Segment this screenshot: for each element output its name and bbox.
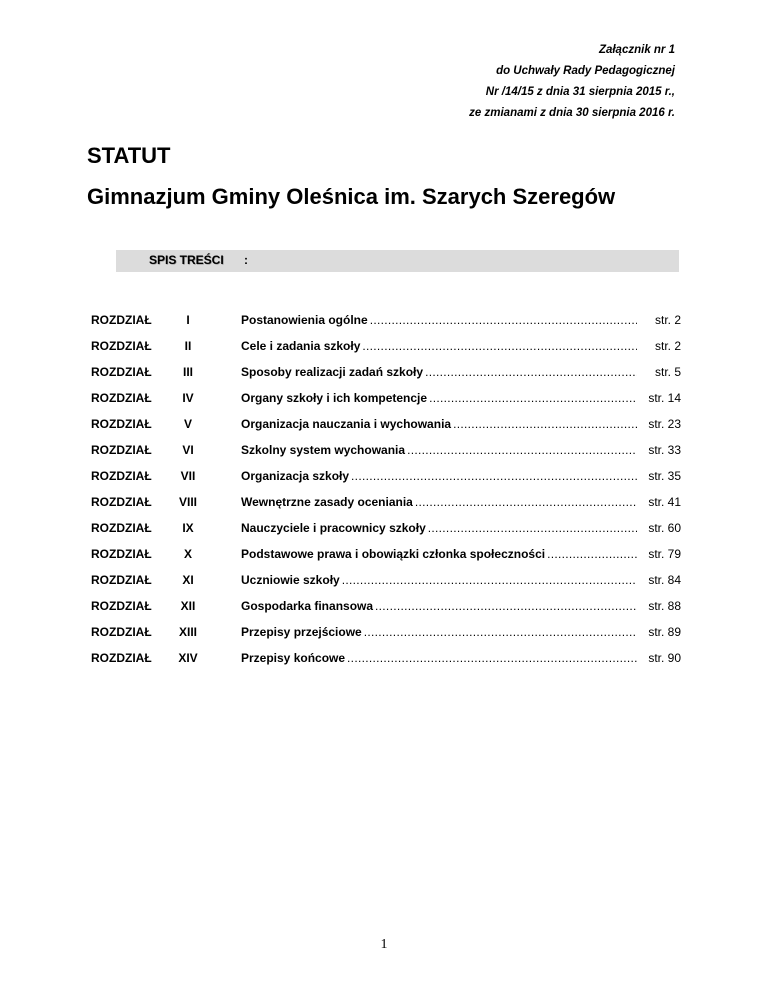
dot-leader xyxy=(428,521,637,535)
toc-row xyxy=(91,599,681,625)
chapter-entry xyxy=(241,599,681,613)
chapter-label-group xyxy=(91,417,241,431)
chapter-label-group xyxy=(91,391,241,405)
document-title: STATUT xyxy=(87,143,171,168)
chapter-title: Organizacja szkoły xyxy=(241,469,350,483)
chapter-page: str. 23 xyxy=(648,417,681,431)
chapter-number: III xyxy=(182,365,193,379)
dot-leader xyxy=(351,469,637,483)
chapter-number: IV xyxy=(182,391,194,405)
chapter-entry xyxy=(241,417,681,431)
table-of-contents xyxy=(91,313,681,677)
chapter-label: ROZDZIAŁ xyxy=(91,573,152,587)
chapter-label-group xyxy=(91,651,241,665)
dot-leader xyxy=(342,573,637,587)
chapter-title: Przepisy przejściowe xyxy=(241,625,362,639)
chapter-entry xyxy=(241,365,681,379)
chapter-entry xyxy=(241,547,681,561)
toc-row xyxy=(91,469,681,495)
toc-heading-colon: : xyxy=(244,253,248,267)
chapter-label: ROZDZIAŁ xyxy=(91,495,152,509)
chapter-page: str. 79 xyxy=(648,547,681,561)
chapter-number: XI xyxy=(182,573,194,587)
toc-row xyxy=(91,521,681,547)
chapter-title: Nauczyciele i pracownicy szkoły xyxy=(241,521,426,535)
dot-leader xyxy=(425,365,637,379)
attachment-note-line-4: ze zmianami z dnia 30 sierpnia 2016 r. xyxy=(469,107,675,119)
chapter-number: IX xyxy=(182,521,194,535)
chapter-label-group xyxy=(91,573,241,587)
document-subtitle: Gimnazjum Gminy Oleśnica im. Szarych Szeregów xyxy=(87,184,616,209)
chapter-title: Organy szkoły i ich kompetencje xyxy=(241,391,428,405)
chapter-label-group xyxy=(91,495,241,509)
chapter-label: ROZDZIAŁ xyxy=(91,443,152,457)
chapter-label: ROZDZIAŁ xyxy=(91,599,152,613)
chapter-label: ROZDZIAŁ xyxy=(91,339,152,353)
toc-row xyxy=(91,547,681,573)
chapter-page: str. 88 xyxy=(648,599,681,613)
chapter-page: str. 35 xyxy=(648,469,681,483)
chapter-label-group xyxy=(91,599,241,613)
toc-row xyxy=(91,313,681,339)
toc-heading: SPIS TREŚCI xyxy=(149,253,224,267)
chapter-page: str. 41 xyxy=(648,495,681,509)
chapter-label-group xyxy=(91,469,241,483)
dot-leader xyxy=(347,651,637,665)
chapter-entry xyxy=(241,651,681,665)
chapter-number: VIII xyxy=(178,495,197,509)
dot-leader xyxy=(429,391,637,405)
chapter-entry xyxy=(241,625,681,639)
chapter-entry xyxy=(241,391,681,405)
chapter-label: ROZDZIAŁ xyxy=(91,365,152,379)
dot-leader xyxy=(375,599,637,613)
toc-row xyxy=(91,417,681,443)
chapter-title: Podstawowe prawa i obowiązki członka społeczności xyxy=(241,547,546,561)
chapter-title: Wewnętrzne zasady oceniania xyxy=(241,495,413,509)
chapter-label: ROZDZIAŁ xyxy=(91,391,152,405)
chapter-label: ROZDZIAŁ xyxy=(91,313,152,327)
chapter-title: Cele i zadania szkoły xyxy=(241,339,361,353)
chapter-label-group xyxy=(91,365,241,379)
toc-row xyxy=(91,651,681,677)
toc-row xyxy=(91,391,681,417)
chapter-label-group xyxy=(91,625,241,639)
chapter-page: str. 2 xyxy=(654,339,681,353)
chapter-entry xyxy=(241,469,681,483)
dot-leader xyxy=(407,443,637,457)
chapter-title: Przepisy końcowe xyxy=(241,651,346,665)
chapter-page: str. 14 xyxy=(648,391,681,405)
chapter-label-group xyxy=(91,443,241,457)
toc-row xyxy=(91,625,681,651)
chapter-number: VI xyxy=(182,443,194,457)
chapter-title: Uczniowie szkoły xyxy=(241,573,340,587)
dot-leader xyxy=(547,547,637,561)
chapter-entry xyxy=(241,313,681,327)
chapter-number: X xyxy=(183,547,192,561)
chapter-label-group xyxy=(91,313,241,327)
chapter-label: ROZDZIAŁ xyxy=(91,547,152,561)
chapter-label-group xyxy=(91,521,241,535)
chapter-entry xyxy=(241,521,681,535)
chapter-label: ROZDZIAŁ xyxy=(91,651,152,665)
chapter-page: str. 90 xyxy=(648,651,681,665)
attachment-note-line-3: Nr /14/15 z dnia 31 sierpnia 2015 r., xyxy=(485,86,675,98)
chapter-label: ROZDZIAŁ xyxy=(91,521,152,535)
attachment-note-line-1: Załącznik nr 1 xyxy=(598,44,675,56)
chapter-title: Szkolny system wychowania xyxy=(241,443,406,457)
chapter-label-group xyxy=(91,339,241,353)
chapter-page: str. 5 xyxy=(654,365,681,379)
chapter-title: Gospodarka finansowa xyxy=(241,599,374,613)
toc-row xyxy=(91,495,681,521)
attachment-note-line-2: do Uchwały Rady Pedagogicznej xyxy=(496,65,675,77)
chapter-entry xyxy=(241,495,681,509)
chapter-number: V xyxy=(183,417,192,431)
dot-leader xyxy=(362,339,637,353)
chapter-number: II xyxy=(184,339,192,353)
chapter-page: str. 84 xyxy=(648,573,681,587)
page-number: 1 xyxy=(380,937,388,952)
chapter-title: Sposoby realizacji zadań szkoły xyxy=(241,365,424,379)
toc-row xyxy=(91,365,681,391)
toc-row xyxy=(91,339,681,365)
dot-leader xyxy=(364,625,637,639)
dot-leader xyxy=(415,495,637,509)
toc-row xyxy=(91,573,681,599)
chapter-entry xyxy=(241,443,681,457)
chapter-title: Organizacja nauczania i wychowania xyxy=(241,417,452,431)
chapter-entry xyxy=(241,339,681,353)
chapter-number: XIII xyxy=(178,625,197,639)
chapter-number: VII xyxy=(180,469,196,483)
chapter-label-group xyxy=(91,547,241,561)
dot-leader xyxy=(370,313,637,327)
chapter-number: I xyxy=(186,313,190,327)
chapter-label: ROZDZIAŁ xyxy=(91,417,152,431)
attachment-note xyxy=(469,40,675,124)
chapter-page: str. 33 xyxy=(648,443,681,457)
dot-leader xyxy=(453,417,637,431)
chapter-entry xyxy=(241,573,681,587)
chapter-page: str. 89 xyxy=(648,625,681,639)
chapter-label: ROZDZIAŁ xyxy=(91,625,152,639)
toc-row xyxy=(91,443,681,469)
toc-heading-bar xyxy=(116,250,679,272)
chapter-number: XIV xyxy=(178,651,198,665)
chapter-label: ROZDZIAŁ xyxy=(91,469,152,483)
chapter-page: str. 2 xyxy=(654,313,681,327)
chapter-title: Postanowienia ogólne xyxy=(241,313,368,327)
chapter-number: XII xyxy=(180,599,196,613)
chapter-page: str. 60 xyxy=(648,521,681,535)
